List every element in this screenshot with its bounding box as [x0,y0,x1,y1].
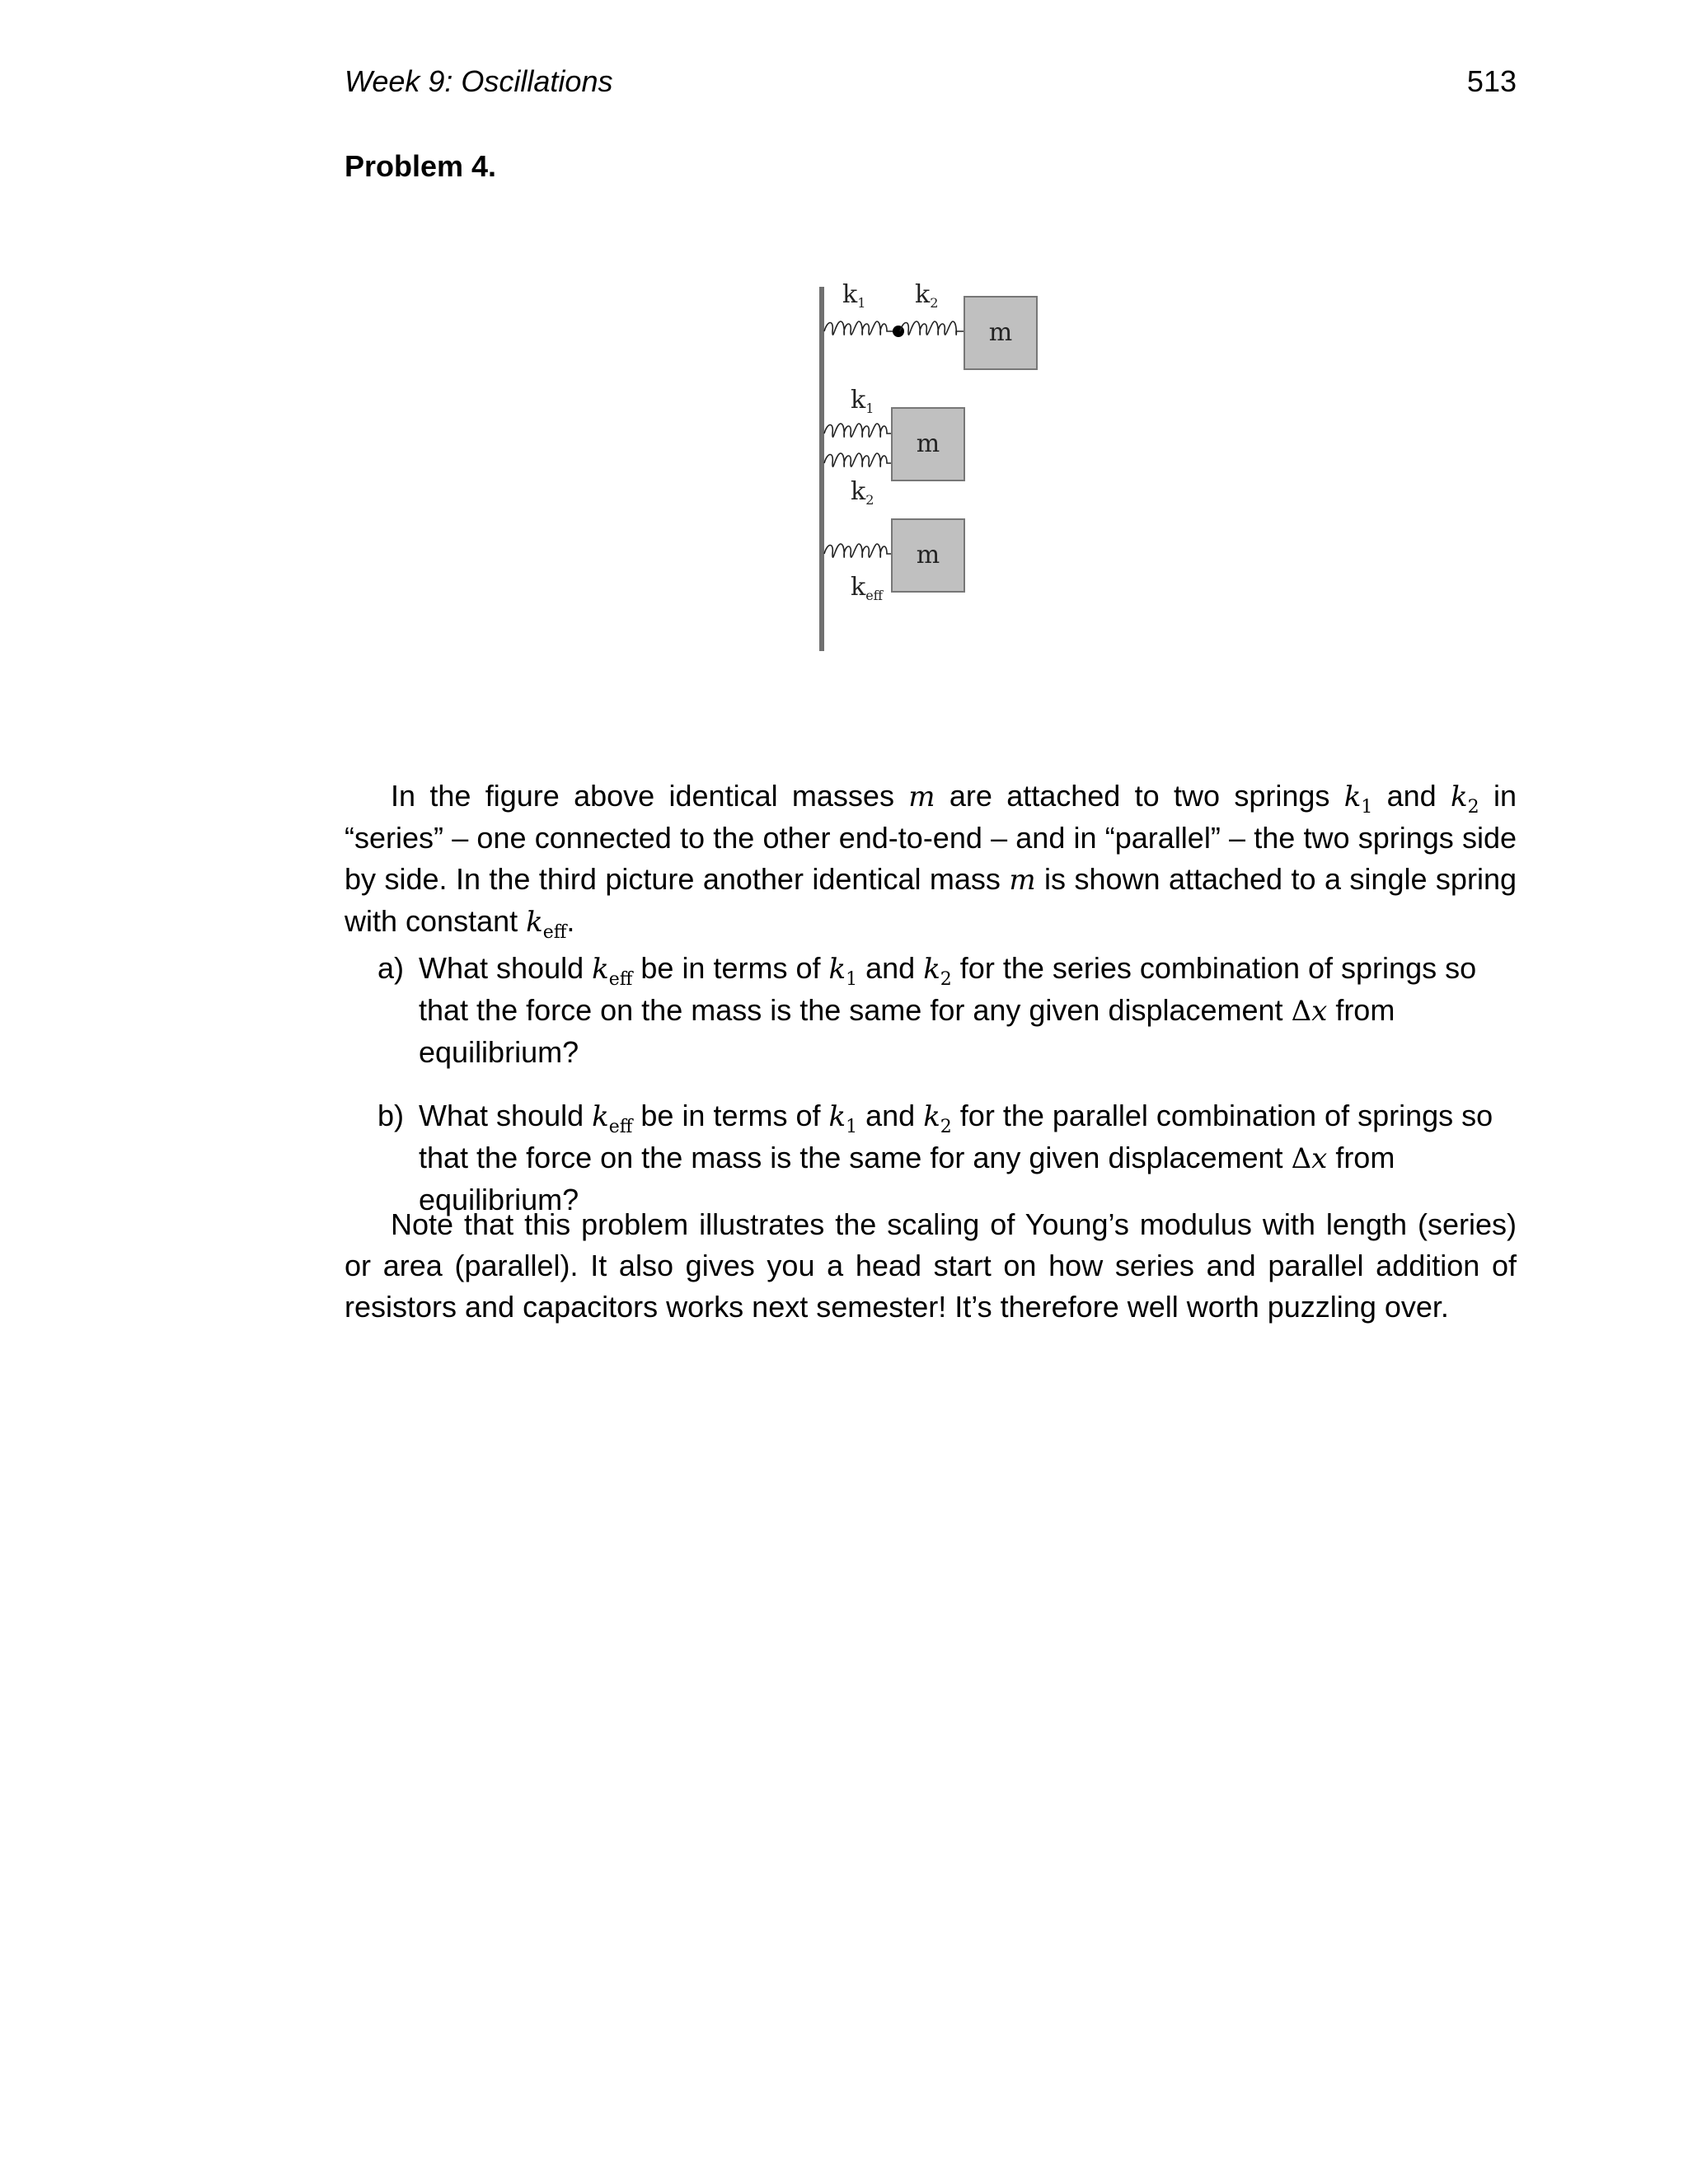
mass-label-single: m [916,541,940,569]
spring-diagram [808,272,1071,668]
math-keff: $k_{eff}$ [526,906,567,943]
spring-single [824,544,893,557]
mass-label-parallel: m [916,429,940,458]
math-keff: $k_{eff}$ [592,953,633,990]
spring-series-k2 [900,321,964,335]
label-series-k1: $k_1$ [842,280,866,311]
label-parallel-k1: $k_1$ [851,386,874,416]
math-m: m [1009,864,1036,897]
page-number: 513 [1466,64,1517,98]
mass-label-series: m [988,318,1013,347]
spring-parallel-upper [824,424,893,437]
spring-parallel-lower [824,453,893,466]
label-single-keff: $k_{eff}$ [851,573,884,603]
math-k2: $k_2$ [923,953,952,990]
spring-figure [808,272,1071,668]
math-m: m [908,780,935,813]
math-k1: $k_1$ [1343,780,1373,818]
math-k2: $k_2$ [1451,780,1479,818]
math-k2: $k_2$ [923,1100,952,1137]
spring-series-k1 [824,321,897,335]
question-marker: a) [377,951,405,985]
intro-paragraph: In the figure above identical masses m are attached to two springs $k_1$ and $k_2$ in “series” – one connected to the other end-to-end – and in “parallel” – the two springs side by side. In the third picture another identical mass m is shown attached to a single spring with constant $k_{eff}$. [345,779,1517,943]
running-head [345,64,1517,104]
math-delta-x: Δx [1291,995,1328,1028]
label-series-k2: $k_2$ [915,280,939,311]
spring-junction-dot [893,326,904,337]
question-list [345,948,1517,1243]
question-a: a) What should $k_{eff}$ be in terms of $k_1$ and $k_2$ for the series combination of springs so that the force on the mass is the same for any given displacement Δx from equilibrium? [345,948,1517,1073]
wall [819,287,824,651]
question-b: b) What should $k_{eff}$ be in terms of $k_1$ and $k_2$ for the parallel combination of springs so that the force on the mass is the same for any given displacement Δx from equilibrium? [345,1095,1517,1221]
question-marker: b) [377,1099,405,1132]
running-title: Week 9: Oscillations [345,64,613,98]
math-k1: $k_1$ [828,953,858,990]
note-paragraph: Note that this problem illustrates the scaling of Young’s modulus with length (series) or area (parallel). It also gives you a head start on how series and parallel addition of resistors and capacitors works next semester! It’s therefore well worth puzzling over. [345,1207,1517,1324]
math-delta-x: Δx [1291,1142,1328,1175]
problem-title: Problem 4. [345,149,497,183]
math-keff: $k_{eff}$ [592,1100,633,1137]
label-parallel-k2: $k_2$ [851,477,874,508]
math-k1: $k_1$ [828,1100,858,1137]
